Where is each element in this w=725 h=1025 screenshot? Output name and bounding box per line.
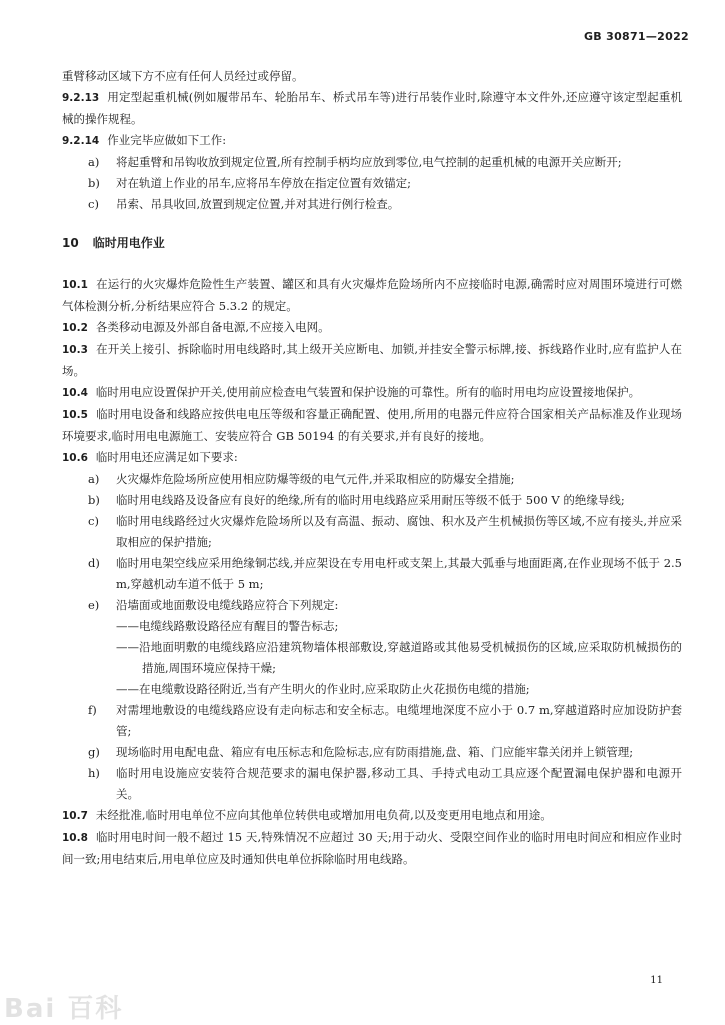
clause-text: 未经批准,临时用电单位不应向其他单位转供电或增加用电负荷,以及变更用电地点和用途。 (95, 808, 552, 822)
list-marker: b) (88, 176, 100, 190)
list-marker: d) (88, 556, 100, 570)
body-text (62, 66, 682, 870)
clause-text: 临时用电设备和线路应按供电电压等级和容量正确配置、使用,所用的电器元件应符合国家相关产品标准及作业现场环境要求,临时用电电源施工、安装应符合 GB 50194 的有关要求,并有良好的接地。 (62, 407, 682, 443)
watermark: Bai 百科 (4, 994, 124, 1024)
list-marker: h) (88, 766, 100, 780)
list-item (62, 742, 682, 763)
dash-item: ——电缆线路敷设路径应有醒目的警告标志; (116, 619, 339, 633)
list-marker: c) (88, 514, 99, 528)
clause (62, 130, 682, 152)
list-item-text: 现场临时用电配电盘、箱应有电压标志和危险标志,应有防雨措施,盘、箱、门应能牢靠关闭并上锁管理; (116, 745, 634, 759)
clause-text: 在开关上接引、拆除临时用电线路时,其上级开关应断电、加锁,并挂安全警示标牌,接、拆线路作业时,应有监护人在场。 (62, 342, 682, 378)
clause (62, 66, 682, 87)
clause (62, 805, 682, 827)
list-item (62, 511, 682, 553)
clause (62, 404, 682, 447)
clause-number: 10.7 (62, 810, 88, 822)
list-item-text: 火灾爆炸危险场所应使用相应防爆等级的电气元件,并采取相应的防爆安全措施; (116, 472, 515, 486)
clause (62, 339, 682, 382)
clause-number: 10.4 (62, 387, 88, 399)
list-10-6-continued (62, 700, 682, 805)
list-item (62, 490, 682, 511)
clause-number: 10.5 (62, 409, 88, 421)
clauses-10-7-to-10-8 (62, 805, 682, 870)
standard-number: GB 30871—2022 (583, 30, 689, 43)
list-marker: c) (88, 197, 99, 211)
clause-number: 9.2.13 (62, 92, 100, 104)
clause (62, 87, 682, 130)
clause (62, 827, 682, 870)
list-item-text: 对在轨道上作业的吊车,应将吊车停放在指定位置有效锚定; (116, 176, 412, 190)
clause-number: 10.8 (62, 832, 88, 844)
list-item (62, 173, 682, 194)
clause-text: 重臂移动区域下方不应有任何人员经过或停留。 (62, 69, 304, 83)
clause-number: 10.2 (62, 322, 88, 334)
list-item-text: 沿墙面或地面敷设电缆线路应符合下列规定: (116, 598, 339, 612)
list-item-text: 临时用电设施应安装符合规范要求的漏电保护器,移动工具、手持式电动工具应逐个配置漏电保护器和电源开关。 (116, 766, 682, 801)
list-marker: f) (88, 703, 97, 717)
list-item-text: 临时用电线路及设备应有良好的绝缘,所有的临时用电线路应采用耐压等级不低于 500 V 的绝缘导线; (116, 493, 625, 507)
section-title: 临时用电作业 (92, 236, 165, 250)
clause-text: 作业完毕应做如下工作: (107, 133, 227, 147)
dash-list-e (62, 616, 682, 700)
clause-text: 在运行的火灾爆炸危险性生产装置、罐区和具有火灾爆炸危险场所内不应接临时电源,确需时应对周围环境进行可燃气体检测分析,分析结果应符合 5.3.2 的规定。 (62, 277, 682, 313)
list-marker: b) (88, 493, 100, 507)
clause (62, 447, 682, 469)
clause-number: 9.2.14 (62, 135, 100, 147)
clauses-10-1-to-10-6 (62, 274, 682, 469)
list-9-2-14 (62, 152, 682, 215)
list-item-text: 将起重臂和吊钩收放到规定位置,所有控制手柄均应放到零位,电气控制的起重机械的电源开关应断开; (116, 155, 622, 169)
list-item (62, 763, 682, 805)
clause-text: 用定型起重机械(例如履带吊车、轮胎吊车、桥式吊车等)进行吊装作业时,除遵守本文件外,还应遵守该定型起重机械的操作规程。 (62, 90, 682, 126)
list-item-text: 对需埋地敷设的电缆线路应设有走向标志和安全标志。电缆埋地深度不应小于 0.7 m,穿越道路时应加设防护套管; (116, 703, 682, 738)
clause-text: 临时用电应设置保护开关,使用前应检查电气装置和保护设施的可靠性。所有的临时用电均应设置接地保护。 (95, 385, 641, 399)
list-marker: a) (88, 472, 100, 486)
list-marker: g) (88, 745, 100, 759)
list-item (62, 152, 682, 173)
list-item-text: 临时用电线路经过火灾爆炸危险场所以及有高温、振动、腐蚀、积水及产生机械损伤等区域,不应有接头,并应采取相应的保护措施; (116, 514, 682, 549)
clause (62, 274, 682, 317)
section-number: 10 (62, 236, 79, 250)
clause-number: 10.3 (62, 344, 88, 356)
list-item (62, 194, 682, 215)
clause-number: 10.6 (62, 452, 88, 464)
list-item (62, 595, 682, 616)
list-item (62, 700, 682, 742)
clause-text: 临时用电还应满足如下要求: (95, 450, 238, 464)
clause-number: 10.1 (62, 279, 88, 291)
list-item (62, 553, 682, 595)
list-item (62, 469, 682, 490)
section-heading (62, 233, 682, 254)
list-marker: a) (88, 155, 100, 169)
clause-text: 临时用电时间一般不超过 15 天,特殊情况不应超过 30 天;用于动火、受限空间作业的临时用电时间应和相应作业时间一致;用电结束后,用电单位应及时通知供电单位拆除临时用电线路。 (62, 830, 682, 866)
list-10-6 (62, 469, 682, 616)
list-item-text: 临时用电架空线应采用绝缘铜芯线,并应架设在专用电杆或支架上,其最大弧垂与地面距离,在作业现场不低于 2.5 m,穿越机动车道不低于 5 m; (116, 556, 682, 591)
clause-text: 各类移动电源及外部自备电源,不应接入电网。 (95, 320, 330, 334)
clause (62, 382, 682, 404)
page-number: 11 (650, 975, 663, 986)
clauses-9-2 (62, 66, 682, 152)
dash-item: ——在电缆敷设路径附近,当有产生明火的作业时,应采取防止火花损伤电缆的措施; (116, 682, 530, 696)
list-marker: e) (88, 598, 100, 612)
clause (62, 317, 682, 339)
list-item-text: 吊索、吊具收回,放置到规定位置,并对其进行例行检查。 (116, 197, 400, 211)
dash-item: ——沿地面明敷的电缆线路应沿建筑物墙体根部敷设,穿越道路或其他易受机械损伤的区域,应采取防机械损伤的措施,周围环境应保持干燥; (116, 640, 682, 675)
